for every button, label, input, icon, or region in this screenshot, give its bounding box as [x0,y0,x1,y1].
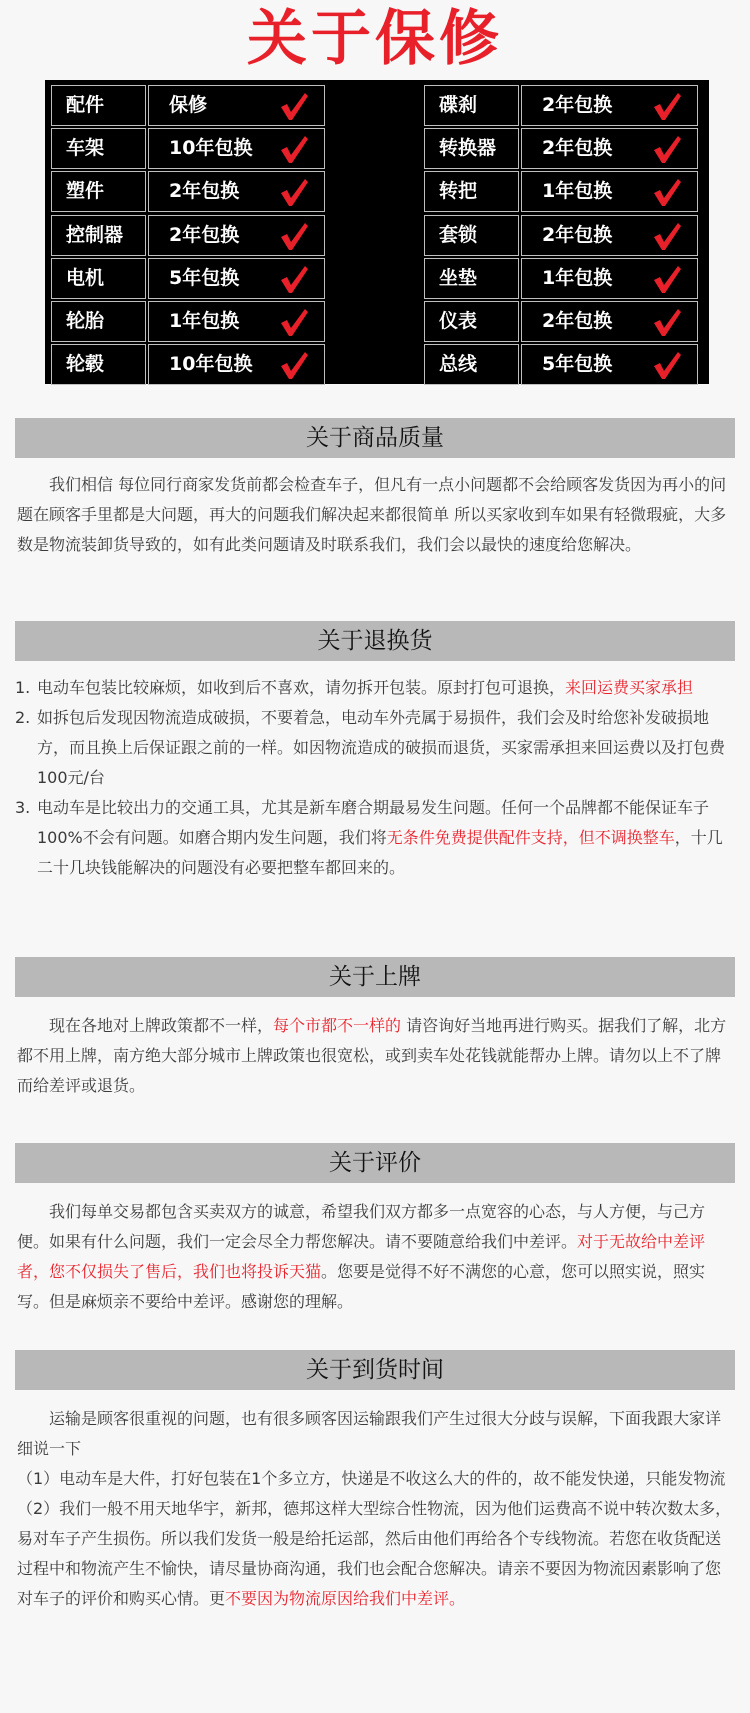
returns-list [15,673,735,883]
checkmark-icon [279,90,309,122]
warranty-part: 轮毂 [51,344,146,385]
warranty-part: 车架 [51,128,146,169]
returns-item-text: 如拆包后发现因物流造成破损，不要着急，电动车外壳属于易损件，我们会及时给您补发破损地方，而且换上后保证跟之前的一样。如因物流造成的破损而退货，买家需承担来回运费以及打包费100元/台 [37,708,726,787]
warranty-term [521,171,698,212]
warranty-term-text: 10年包换 [169,137,253,160]
warranty-term-text: 2年包换 [542,137,613,160]
warranty-part: 转把 [424,171,519,212]
section-returns [15,621,735,883]
section-heading: 关于评价 [15,1143,735,1183]
checkmark-icon [279,176,309,208]
returns-item-text: 电动车包装比较麻烦，如收到后不喜欢，请勿拆开包装。原封打包可退换， [37,678,566,697]
checkmark-icon [652,90,682,122]
warranty-part: 配件 [51,85,146,126]
warranty-term [521,215,698,256]
warranty-term [148,128,325,169]
warranty-term [521,128,698,169]
warranty-term-text: 2年包换 [169,180,240,203]
warranty-part: 总线 [424,344,519,385]
warranty-term [148,301,325,342]
warranty-part: 转换器 [424,128,519,169]
returns-item-highlight: 来回运费买家承担 [565,678,694,697]
delivery-point-1: （1）电动车是大件，打好包装在1个多立方，快递是不收这么大的件的，故不能发快递，只能发物流 [17,1469,726,1488]
section-delivery [15,1350,735,1614]
delivery-point-2-text: （2）我们一般不用天地华宇，新邦，德邦这样大型综合性物流，因为他们运费高不说中转次数太多，易对车子产生损伤。所以我们发货一般是给托运部，然后由他们再给各个专线物流。若您在收货配送过程中和物流产生不愉快，请尽量协商沟通，我们也会配合您解决。请亲不要因为物流因素影响了您对车子的评价和购买心情。更 [17,1499,732,1608]
warranty-term [521,85,698,126]
warranty-part: 塑件 [51,171,146,212]
section-heading: 关于商品质量 [15,418,735,458]
warranty-term-text: 10年包换 [169,353,253,376]
page-title: 关于保修 [247,4,503,74]
section-review [15,1143,735,1317]
warranty-part: 仪表 [424,301,519,342]
section-plate [15,957,735,1101]
delivery-point-2-highlight: 不要因为物流原因给我们中差评。 [225,1589,466,1608]
checkmark-icon [279,306,309,338]
warranty-term-text: 1年包换 [542,180,613,203]
warranty-part: 坐垫 [424,258,519,299]
warranty-term-text: 1年包换 [542,266,613,289]
review-text-b: 。您要是觉得不好不满您的心意，您可以照实说，照实写。但是麻烦亲不要给中差评。感谢您的理解。 [17,1262,706,1311]
warranty-term-text: 1年包换 [169,309,240,332]
plate-text-highlight: 每个市都不一样的 [273,1016,402,1035]
delivery-point-2 [15,1494,735,1614]
checkmark-icon [279,349,309,381]
checkmark-icon [652,133,682,165]
section-heading: 关于上牌 [15,957,735,997]
review-text [15,1197,735,1317]
returns-item [15,673,735,703]
returns-item-highlight: 无条件免费提供配件支持，但不调换整车 [386,828,675,847]
plate-text-b: 请咨询好当地再进行购买。据我们了解，北方都不用上牌，南方绝大部分城市上牌政策也很宽松，或到卖车处花钱就能帮办上牌。请勿以上不了牌而给差评或退货。 [17,1016,727,1095]
checkmark-icon [652,306,682,338]
warranty-term-text: 2年包换 [542,223,613,246]
returns-item [15,703,735,793]
review-text-highlight: 对于无故给中差评者，您不仅损失了售后，我们也将投诉天猫 [17,1232,706,1281]
warranty-part: 套锁 [424,215,519,256]
warranty-term-text: 保修 [169,94,208,116]
warranty-term-text: 2年包换 [169,223,240,246]
returns-item-text-after: ，十几二十几块钱能解决的问题没有必要把整车都回来的。 [37,828,723,877]
warranty-term-text: 5年包换 [542,353,613,376]
checkmark-icon [279,263,309,295]
warranty-part: 碟刹 [424,85,519,126]
section-heading: 关于到货时间 [15,1350,735,1390]
warranty-term [148,344,325,385]
checkmark-icon [652,176,682,208]
warranty-term [521,344,698,385]
plate-text [15,1011,735,1101]
returns-item [15,793,735,883]
returns-item-text: 电动车是比较出力的交通工具，尤其是新车磨合期最易发生问题。任何一个品牌都不能保证车子100%不会有问题。如磨合期内发生问题，我们将 [37,798,710,847]
warranty-term-text: 2年包换 [542,309,613,332]
warranty-term [148,85,325,126]
warranty-term-text: 2年包换 [542,94,613,116]
warranty-term [148,171,325,212]
warranty-part: 控制器 [51,215,146,256]
checkmark-icon [652,263,682,295]
checkmark-icon [652,220,682,252]
checkmark-icon [279,133,309,165]
warranty-part: 电机 [51,258,146,299]
section-quality [15,418,735,560]
returns-item-number: 3. [15,798,31,817]
warranty-term-text: 5年包换 [169,266,240,289]
section-heading: 关于退换货 [15,621,735,661]
warranty-table [45,80,709,384]
returns-item-number: 1. [15,678,31,697]
warranty-term [148,215,325,256]
warranty-term [521,301,698,342]
checkmark-icon [279,220,309,252]
warranty-term [148,258,325,299]
quality-text: 我们相信 每位同行商家发货前都会检查车子，但凡有一点小问题都不会给顾客发货因为再小的问题在顾客手里都是大问题，再大的问题我们解决起来都很简单 所以买家收到车如果有轻微瑕疵，大多数是物流装卸货导致的，如有此类问题请及时联系我们，我们会以最快的速度给您解决。 [17,475,727,554]
checkmark-icon [652,349,682,381]
plate-text-a: 现在各地对上牌政策都不一样， [49,1016,274,1035]
warranty-part: 轮胎 [51,301,146,342]
returns-item-number: 2. [15,708,31,727]
review-text-a: 我们每单交易都包含买卖双方的诚意，希望我们双方都多一点宽容的心态，与人方便，与己方便。如果有什么问题，我们一定会尽全力帮您解决。请不要随意给我们中差评。 [17,1202,706,1251]
delivery-intro: 运输是顾客很重视的问题，也有很多顾客因运输跟我们产生过很大分歧与误解，下面我跟大家详细说一下 [17,1409,722,1458]
warranty-term [521,258,698,299]
